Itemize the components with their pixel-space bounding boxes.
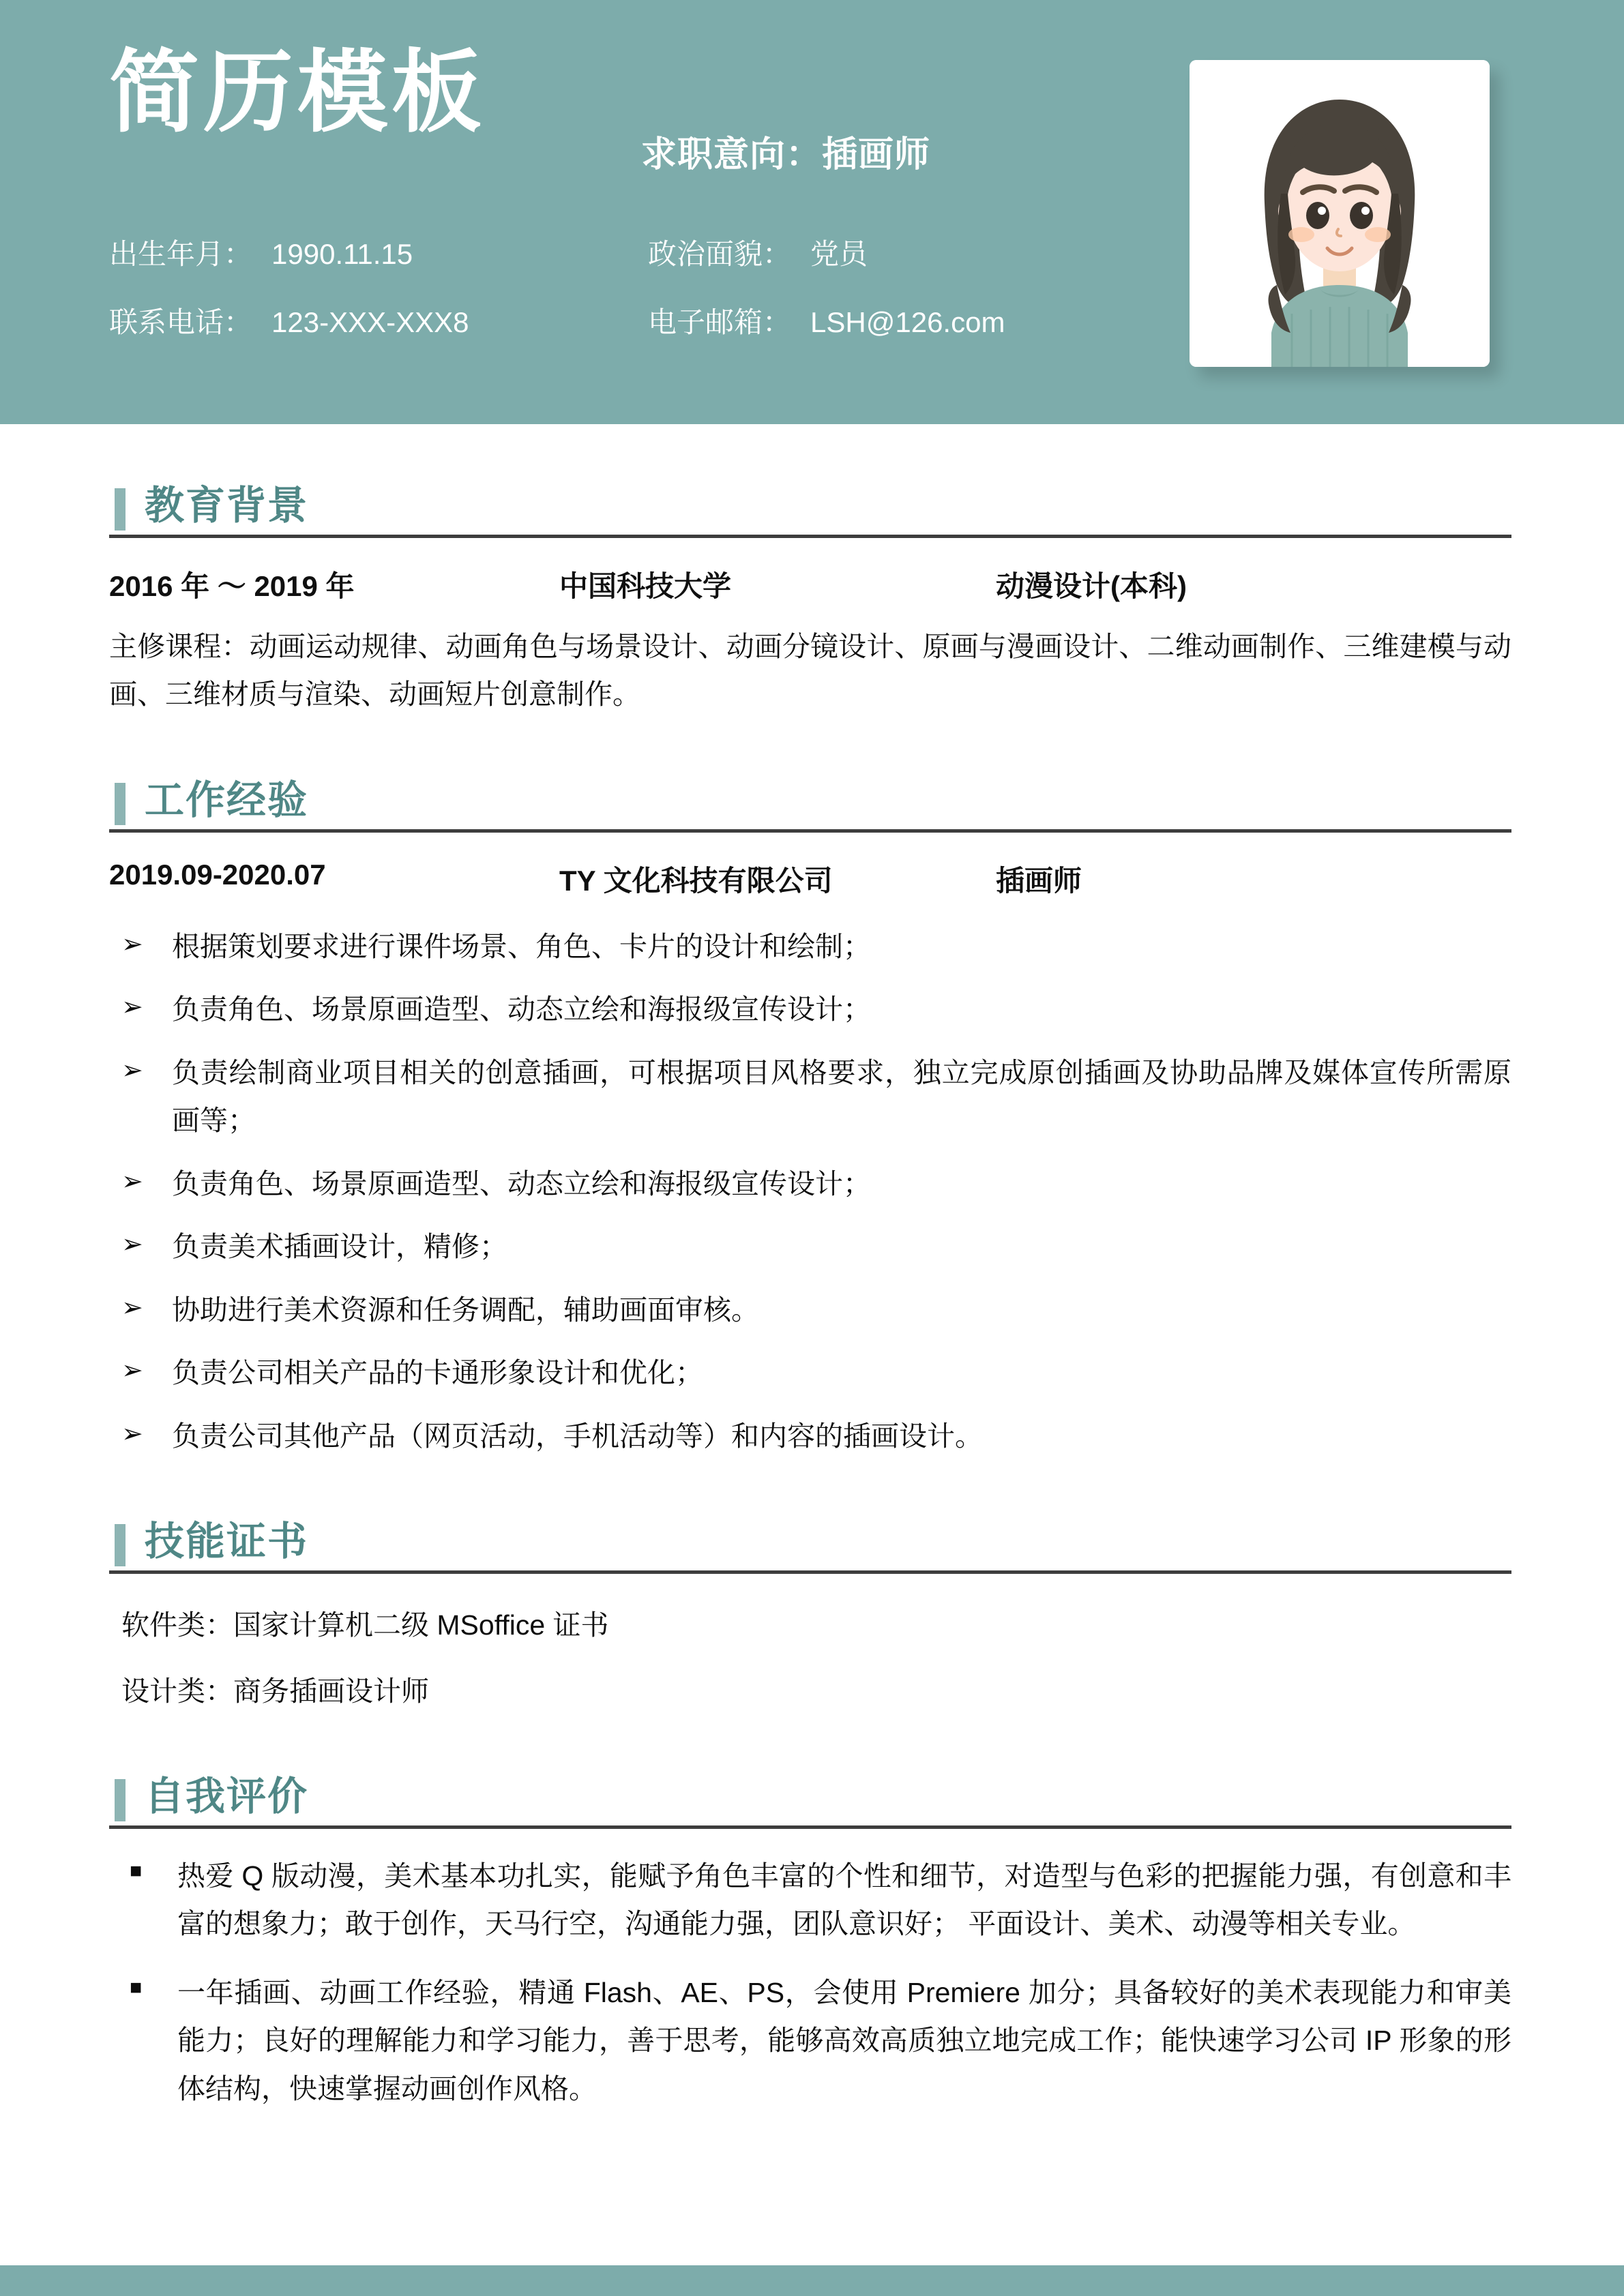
phone-label: 联系电话： [109, 306, 253, 338]
list-item: 设计类：商务插画设计师 [121, 1675, 429, 1707]
list-item [109, 1969, 1511, 2113]
list-item-text: 根据策划要求进行课件场景、角色、卡片的设计和绘制； [172, 930, 871, 962]
section-work-experience [0, 779, 1624, 1460]
section-heading-education [109, 484, 1511, 528]
email-value: LSH@126.com [810, 306, 1005, 338]
list-item [109, 1160, 1511, 1208]
birthdate-label: 出生年月： [109, 238, 253, 270]
list-item [109, 985, 1511, 1034]
avatar [1190, 60, 1490, 367]
phone-field [109, 300, 648, 341]
list-item-text: 一年插画、动画工作经验，精通 Flash、AE、PS，会使用 Premiere 加分；具备较好的美术表现能力和审美能力；良好的理解能力和学习能力，善于思考，能够高效高质独立地完成工作；能快速学习公司 IP 形象的形体结构，快速掌握动画创作风格。 [177, 1976, 1511, 2104]
section-title: 自我评价 [145, 1774, 309, 1819]
section-self-evaluation [0, 1775, 1624, 2113]
list-item [109, 923, 1511, 971]
work-period: 2019.09-2020.07 [109, 858, 326, 891]
resume-body [0, 424, 1624, 2133]
job-objective: 求职意向：插画师 [641, 135, 931, 175]
list-item-text: 负责角色、场景原画造型、动态立绘和海报级宣传设计； [172, 1167, 871, 1199]
section-title: 教育背景 [145, 483, 309, 528]
arrow-bullet-icon: ➢ [121, 993, 143, 1022]
education-entry-row [109, 564, 1511, 605]
section-divider [109, 1570, 1511, 1574]
contact-info-grid [109, 232, 1146, 368]
footer-band [0, 2265, 1624, 2296]
accent-bar-icon [115, 783, 126, 825]
list-item-text: 负责公司相关产品的卡通形象设计和优化； [172, 1357, 703, 1389]
list-item [109, 1286, 1511, 1335]
arrow-bullet-icon: ➢ [121, 1419, 143, 1448]
email-field [648, 300, 1125, 341]
list-item [109, 1223, 1511, 1271]
birthdate-value: 1990.11.15 [271, 238, 413, 270]
accent-bar-icon [115, 488, 126, 531]
education-major: 动漫设计(本科) [996, 569, 1187, 602]
list-item: 软件类：国家计算机二级 MSoffice 证书 [121, 1609, 609, 1641]
political-status-field [648, 232, 1125, 273]
list-item-text: 负责角色、场景原画造型、动态立绘和海报级宣传设计； [172, 994, 871, 1026]
political-status-label: 政治面貌： [648, 238, 792, 270]
list-item [109, 1412, 1511, 1461]
section-title: 工作经验 [145, 777, 309, 822]
self-evaluation-list [109, 1852, 1511, 2113]
certificate-list [109, 1601, 1511, 1715]
list-item-text: 负责美术插画设计，精修； [172, 1231, 507, 1263]
accent-bar-icon [115, 1524, 126, 1566]
list-item-text: 协助进行美术资源和任务调配，辅助画面审核。 [172, 1294, 759, 1326]
contact-info-row [109, 300, 1146, 368]
arrow-bullet-icon: ➢ [121, 1230, 143, 1259]
political-status-value: 党员 [810, 238, 868, 270]
list-item [109, 1852, 1511, 1948]
section-divider [109, 1825, 1511, 1829]
page-title: 简历模板 [109, 42, 486, 143]
work-role: 插画师 [996, 864, 1082, 897]
work-duty-list [109, 923, 1511, 1461]
section-divider [109, 535, 1511, 538]
section-skills-certificates [0, 1520, 1624, 1715]
email-label: 电子邮箱： [648, 306, 792, 338]
arrow-bullet-icon: ➢ [121, 1356, 143, 1386]
education-period: 2016 年 ～ 2019 年 [109, 569, 355, 602]
section-title: 技能证书 [145, 1519, 309, 1564]
arrow-bullet-icon: ➢ [121, 1167, 143, 1196]
arrow-bullet-icon: ➢ [121, 1293, 143, 1322]
education-courses: 主修课程：动画运动规律、动画角色与场景设计、动画分镜设计、原画与漫画设计、二维动画制作、三维建模与动画、三维材质与渲染、动画短片创意制作。 [109, 630, 1511, 711]
list-item-text: 负责绘制商业项目相关的创意插画，可根据项目风格要求，独立完成原创插画及协助品牌及媒体宣传所需原画等； [172, 1056, 1511, 1137]
avatar-illustration-icon [1190, 60, 1490, 367]
square-bullet-icon: ■ [130, 1976, 143, 1999]
work-company: TY 文化科技有限公司 [559, 864, 833, 897]
section-heading-work [109, 779, 1511, 822]
birthdate-field [109, 232, 648, 273]
arrow-bullet-icon: ➢ [121, 1056, 143, 1085]
header-text-block [109, 0, 1146, 424]
section-heading-skills [109, 1520, 1511, 1564]
resume-header [0, 0, 1624, 424]
accent-bar-icon [115, 1779, 126, 1821]
phone-value: 123-XXX-XXX8 [271, 306, 469, 338]
list-item-text: 热爱 Q 版动漫，美术基本功扎实，能赋予角色丰富的个性和细节，对造型与色彩的把握能力强，有创意和丰富的想象力；敢于创作，天马行空，沟通能力强，团队意识好； 平面设计、美术、动漫等相关专业。 [177, 1860, 1511, 1940]
section-heading-evaluation [109, 1775, 1511, 1819]
square-bullet-icon: ■ [130, 1859, 143, 1882]
list-item [109, 1349, 1511, 1397]
education-school: 中国科技大学 [559, 569, 732, 602]
contact-info-row [109, 232, 1146, 300]
list-item-text: 负责公司其他产品（网页活动，手机活动等）和内容的插画设计。 [172, 1420, 983, 1452]
section-education [0, 484, 1624, 719]
list-item [109, 1049, 1511, 1145]
work-entry-row [109, 859, 1511, 899]
section-divider [109, 829, 1511, 833]
arrow-bullet-icon: ➢ [121, 929, 143, 959]
